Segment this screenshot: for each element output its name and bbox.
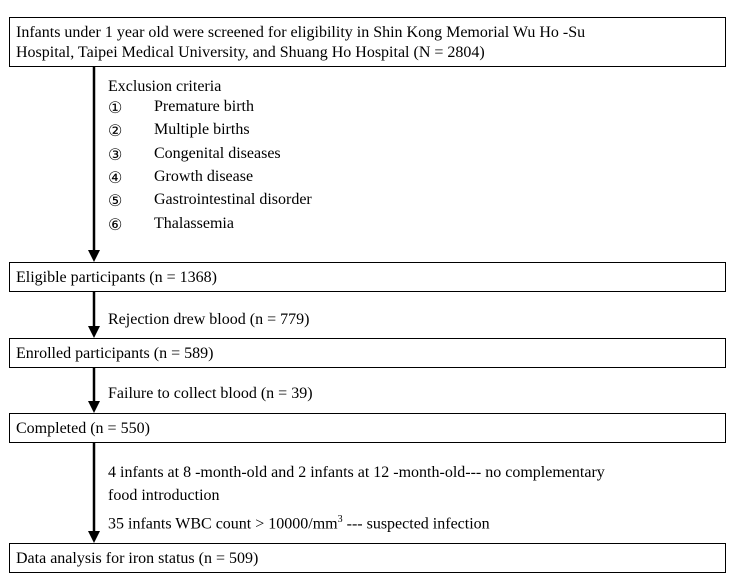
exclusion-label: Congenital diseases [154, 145, 281, 162]
arrowhead-3 [88, 401, 100, 413]
wbc-count-text: 35 infants WBC count > 10000/mm [108, 515, 338, 533]
rejection-note: Rejection drew blood (n = 779) [108, 311, 310, 328]
completed-text: Completed (n = 550) [16, 420, 150, 437]
infection-text: --- suspected infection [342, 515, 490, 533]
arrowhead-4 [88, 531, 100, 543]
exclusion-label: Premature birth [154, 98, 254, 115]
exclusion-number: ① [108, 100, 123, 117]
analysis-text: Data analysis for iron status (n = 509) [16, 550, 259, 567]
arrowhead-2 [88, 326, 100, 338]
arrowhead-1 [88, 250, 100, 262]
screened-line-2: Hospital, Taipei Medical University, and Shuang Ho Hospital (N = 2804) [16, 44, 485, 61]
exclusion-label: Gastrointestinal disorder [154, 191, 312, 208]
exclusion-number: ④ [108, 170, 123, 187]
screened-line-1: Infants under 1 year old were screened for eligibility in Shin Kong Memorial Wu Ho -Su [16, 24, 586, 41]
final-note-line-1: 4 infants at 8 -month-old and 2 infants at 12 -month-old--- no complementary [108, 464, 605, 481]
exclusion-title: Exclusion criteria [108, 78, 222, 95]
exclusion-label: Thalassemia [154, 215, 234, 232]
exclusion-number: ⑥ [108, 217, 123, 234]
failure-note: Failure to collect blood (n = 39) [108, 385, 313, 402]
exclusion-number: ② [108, 123, 123, 140]
exclusion-label: Multiple births [154, 121, 250, 138]
exclusion-number: ③ [108, 147, 123, 164]
exclusion-number: ⑤ [108, 193, 123, 210]
eligible-text: Eligible participants (n = 1368) [16, 269, 217, 286]
wbc-unit-superscript: 3 [337, 514, 343, 525]
final-note-line-2: food introduction [108, 487, 220, 504]
exclusion-label: Growth disease [154, 168, 254, 185]
enrolled-text: Enrolled participants (n = 589) [16, 345, 214, 362]
